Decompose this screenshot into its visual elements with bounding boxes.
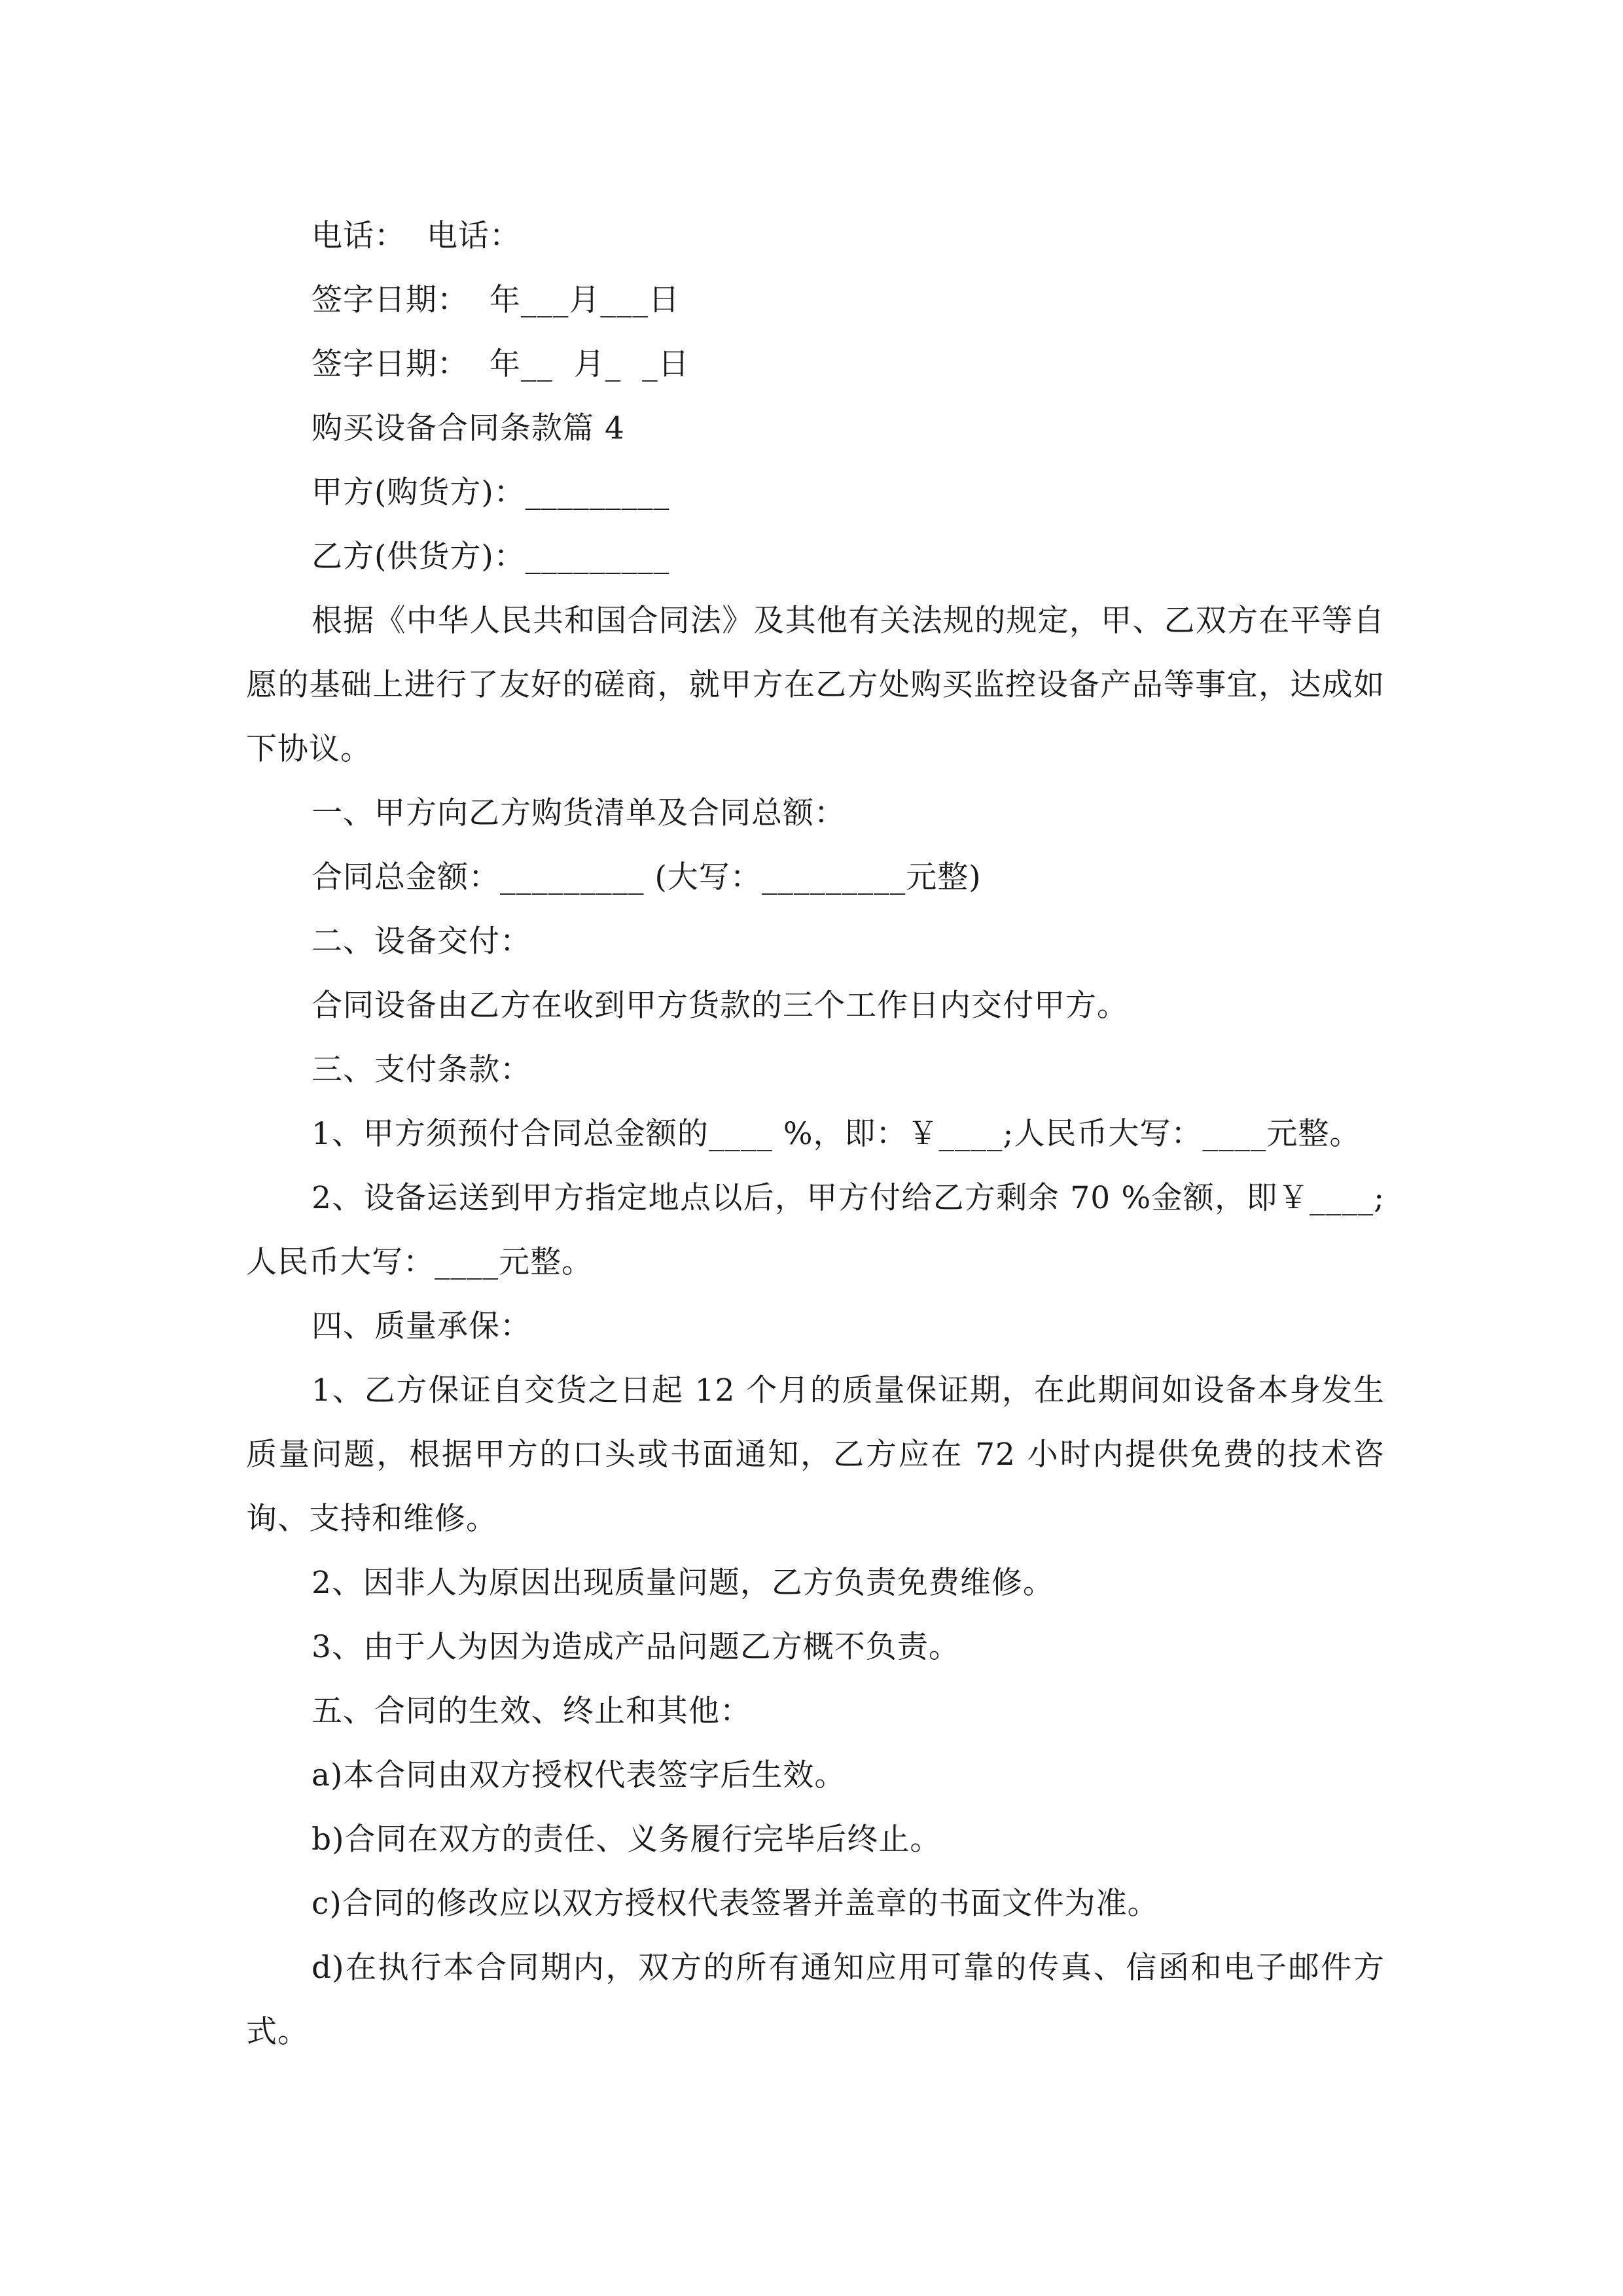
section1-total: 合同总金额：_________ (大写：_________元整) <box>312 859 982 895</box>
document-title: 购买设备合同条款篇 4 <box>312 410 625 446</box>
section1-heading: 一、甲方向乙方购货清单及合同总额： <box>312 795 846 831</box>
signature-date-line-2: 签字日期： 年__ 月_ _日 <box>312 346 690 382</box>
section5-a: a)本合同由双方授权代表签字后生效。 <box>312 1757 846 1793</box>
section2-text: 合同设备由乙方在收到甲方货款的三个工作日内交付甲方。 <box>312 988 1128 1024</box>
section5-b: b)合同在双方的责任、义务履行完毕后终止。 <box>312 1821 942 1857</box>
intro-paragraph: 根据《中华人民共和国合同法》及其他有关法规的规定，甲、乙双方在平等自愿的基础上进行了友好的磋商，就甲方在乙方处购买监控设备产品等事宜，达成如下协议。 <box>246 603 1385 767</box>
section4-heading: 四、质量承保： <box>312 1308 531 1344</box>
section3-item2: 2、设备运送到甲方指定地点以后，甲方付给乙方剩余 70 %金额，即￥____;人民币大写：____元整。 <box>246 1180 1385 1280</box>
signature-date-line-1: 签字日期： 年___月___日 <box>312 282 680 318</box>
phone-line: 电话： 电话： <box>312 218 521 254</box>
section5-heading: 五、合同的生效、终止和其他： <box>312 1693 751 1729</box>
party-a-line: 甲方(购货方)：_________ <box>312 475 670 511</box>
section5-d: d)在执行本合同期内，双方的所有通知应用可靠的传真、信函和电子邮件方式。 <box>246 1950 1385 2050</box>
document-body <box>246 204 1385 2064</box>
party-b-line: 乙方(供货方)：_________ <box>312 539 670 575</box>
section4-item1: 1、乙方保证自交货之日起 12 个月的质量保证期，在此期间如设备本身发生质量问题，根据甲方的口头或书面通知，乙方应在 72 小时内提供免费的技术咨询、支持和维修。 <box>246 1372 1385 1537</box>
section3-heading: 三、支付条款： <box>312 1052 531 1088</box>
section4-item2: 2、因非人为原因出现质量问题，乙方负责免费维修。 <box>312 1565 1054 1601</box>
section3-item1: 1、甲方须预付合同总金额的____ %，即：￥____;人民币大写：____元整。 <box>312 1116 1361 1152</box>
section4-item3: 3、由于人为因为造成产品问题乙方概不负责。 <box>312 1629 960 1665</box>
section2-heading: 二、设备交付： <box>312 924 531 960</box>
section5-c: c)合同的修改应以双方授权代表签署并盖章的书面文件为准。 <box>312 1886 1159 1922</box>
